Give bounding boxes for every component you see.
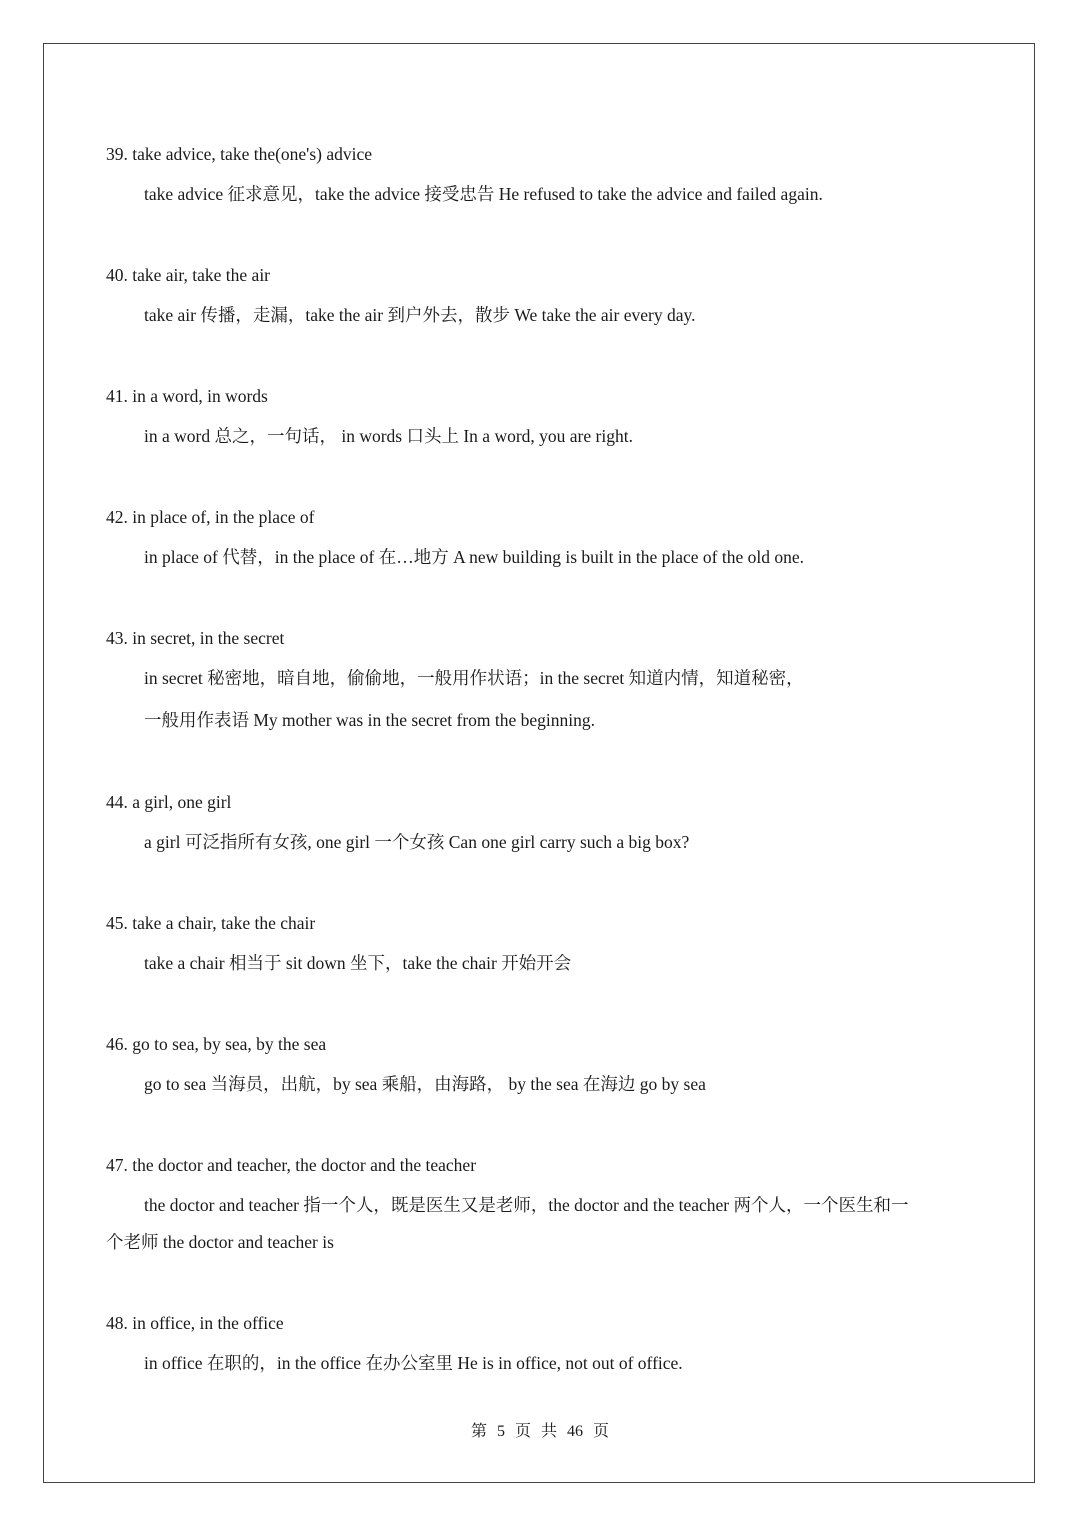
entry-44: [106, 792, 986, 853]
entry-heading: 41. in a word, in words: [106, 386, 268, 406]
entry-explanation: a girl 可泛指所有女孩, one girl 一个女孩 Can one girl carry such a big box?: [144, 832, 690, 852]
entry-41: [106, 386, 986, 447]
entry-heading: 46. go to sea, by sea, by the sea: [106, 1034, 327, 1054]
entry-42: [106, 507, 986, 568]
entry-45: [106, 913, 986, 974]
entry-explanation: in office 在职的，in the office 在办公室里 He is in office, not out of office.: [144, 1353, 683, 1373]
entry-heading: 48. in office, in the office: [106, 1313, 284, 1333]
entry-39: [106, 144, 986, 205]
entry-heading: 47. the doctor and teacher, the doctor and the teacher: [106, 1155, 477, 1175]
entry-heading: 42. in place of, in the place of: [106, 507, 315, 527]
entry-46: [106, 1034, 986, 1095]
entry-43: [106, 628, 986, 731]
entry-heading: 40. take air, take the air: [106, 265, 271, 285]
entry-heading: 45. take a chair, take the chair: [106, 913, 316, 933]
entry-40: [106, 265, 986, 326]
entry-explanation: the doctor and teacher 指一个人，既是医生又是老师，the doctor and the teacher 两个人，一个医生和一: [144, 1195, 909, 1215]
entry-explanation: take air 传播，走漏，take the air 到户外去，散步 We take the air every day.: [144, 305, 696, 325]
page-number-footer: 第 5 页 共 46 页: [470, 1423, 609, 1440]
entry-explanation: in a word 总之，一句话， in words 口头上 In a word, you are right.: [144, 426, 633, 446]
entry-explanation: in secret 秘密地，暗自地，偷偷地，一般用作状语；in the secret 知道内情，知道秘密，: [144, 668, 804, 688]
entry-48: [106, 1313, 986, 1374]
entry-explanation-continued: 个老师 the doctor and teacher is: [106, 1232, 334, 1252]
entry-explanation-continued: 一般用作表语 My mother was in the secret from the beginning.: [144, 710, 596, 730]
entry-explanation: take advice 征求意见，take the advice 接受忠告 He refused to take the advice and failed again.: [144, 184, 823, 204]
entry-heading: 44. a girl, one girl: [106, 792, 232, 812]
entry-explanation: in place of 代替，in the place of 在…地方 A new building is built in the place of the old one.: [144, 547, 805, 567]
entry-heading: 43. in secret, in the secret: [106, 628, 285, 648]
entry-heading: 39. take advice, take the(one's) advice: [106, 144, 373, 164]
entry-explanation: take a chair 相当于 sit down 坐下，take the chair 开始开会: [144, 953, 572, 973]
entry-explanation: go to sea 当海员，出航，by sea 乘船，由海路， by the sea 在海边 go by sea: [144, 1074, 706, 1094]
page-border: [43, 43, 1035, 1483]
entry-47: [106, 1155, 986, 1253]
